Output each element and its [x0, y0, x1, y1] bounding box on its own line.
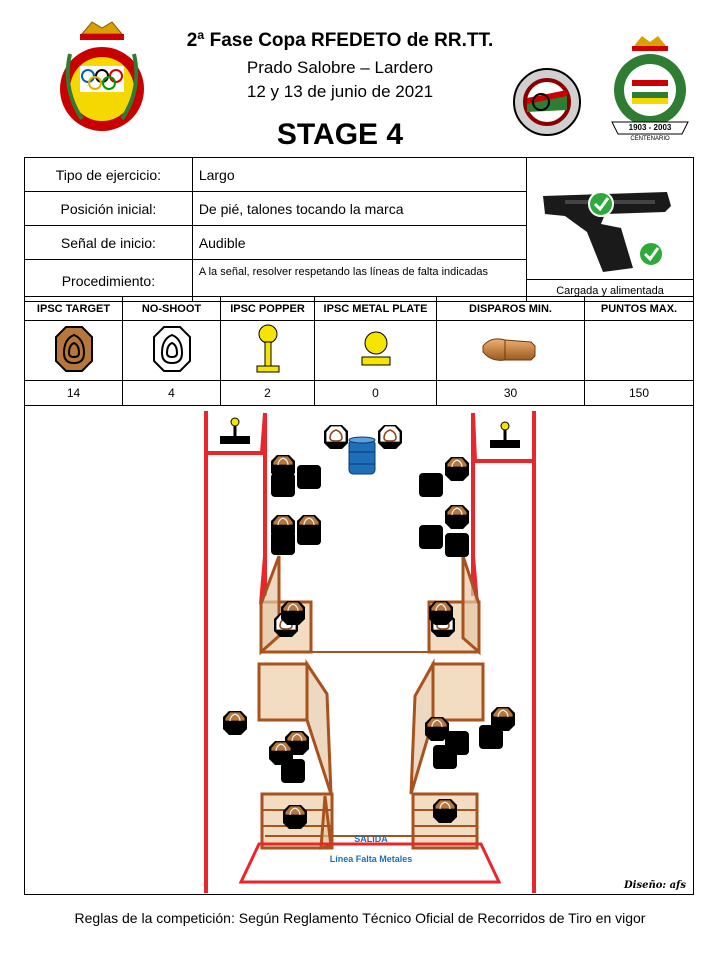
ipsc-target: [271, 455, 295, 479]
barrel: [349, 437, 375, 474]
ipsc-target: [491, 707, 515, 731]
stage-info-table: [24, 157, 694, 302]
footer-rules: Reglas de la competición: Según Reglamento Técnico Oficial de Recorridos de Tiro en vigor: [74, 910, 646, 926]
header-popper: IPSC POPPER: [221, 297, 315, 321]
max-points-cell: [585, 321, 694, 381]
header-no-shoot: NO-SHOOT: [123, 297, 221, 321]
ipsc-target: [281, 601, 305, 625]
count-popper: 2: [221, 381, 315, 406]
popper-right: [490, 422, 520, 448]
popper-left: [220, 418, 250, 444]
info-label: Tipo de ejercicio:: [25, 158, 193, 192]
backstop: [419, 473, 443, 497]
ipsc-target: [271, 515, 295, 539]
info-value: De pié, talones tocando la marca: [192, 192, 526, 226]
backstop: [445, 533, 469, 557]
pistol-icon: [535, 176, 685, 276]
ipsc-target: [283, 805, 307, 829]
frto-sub: CENTENARIO: [630, 136, 670, 142]
stage-diagram: [24, 405, 694, 895]
start-label: SALIDA: [354, 834, 388, 844]
designer-signature: Diseño: afs: [624, 880, 686, 891]
count-no-shoot: 4: [123, 381, 221, 406]
ipsc-target: [445, 457, 469, 481]
no-shoot-cell: [123, 321, 221, 381]
stage-layout: [25, 406, 695, 896]
min-shots-cell: [437, 321, 585, 381]
event-dates: 12 y 13 de junio de 2021: [246, 82, 434, 101]
ipsc-target: [269, 741, 293, 765]
header-min-shots: DISPAROS MIN.: [437, 297, 585, 321]
ipsc-target-icon: [54, 325, 94, 373]
ipsc-target: [425, 717, 449, 741]
bullet-icon: [481, 334, 541, 364]
stage-title: STAGE 4: [276, 118, 404, 151]
info-label: Procedimiento:: [25, 260, 193, 302]
frto-years: 1903 - 2003: [628, 123, 672, 132]
info-label: Señal de inicio:: [25, 226, 193, 260]
gun-caption: Cargada y alimentada: [527, 279, 693, 301]
ipsc-target: [429, 601, 453, 625]
no-shoot-icon: [152, 325, 192, 373]
metal-plate-cell: [315, 321, 437, 381]
ipsc-target-cell: [25, 321, 123, 381]
gun-cell: [527, 158, 694, 302]
header-ipsc-target: IPSC TARGET: [25, 297, 123, 321]
no-shoot: [324, 425, 348, 449]
info-value: Largo: [192, 158, 526, 192]
frto-logo: [604, 30, 696, 142]
ipsc-target: [223, 711, 247, 735]
info-value: Audible: [192, 226, 526, 260]
targets-table: [24, 296, 694, 406]
fault-line-label: Línea Falta Metales: [329, 854, 413, 864]
event-location: Prado Salobre – Lardero: [246, 58, 434, 77]
count-min-shots: 30: [437, 381, 585, 406]
popper-cell: [221, 321, 315, 381]
count-ipsc-target: 14: [25, 381, 123, 406]
info-label: Posición inicial:: [25, 192, 193, 226]
ipsc-target: [433, 799, 457, 823]
count-metal-plate: 0: [315, 381, 437, 406]
ipsc-target: [297, 515, 321, 539]
backstop: [419, 525, 443, 549]
backstop: [297, 465, 321, 489]
header-max-points: PUNTOS MAX.: [585, 297, 694, 321]
count-max-points: 150: [585, 381, 694, 406]
header-metal-plate: IPSC METAL PLATE: [315, 297, 437, 321]
info-value: A la señal, resolver respetando las líneas de falta indicadas: [192, 260, 526, 302]
page-title: 2ª Fase Copa RFEDETO de RR.TT.: [186, 30, 494, 51]
ipsc-target: [445, 505, 469, 529]
no-shoot: [378, 425, 402, 449]
metal-plate-icon: [359, 329, 393, 369]
popper-icon: [253, 324, 283, 374]
